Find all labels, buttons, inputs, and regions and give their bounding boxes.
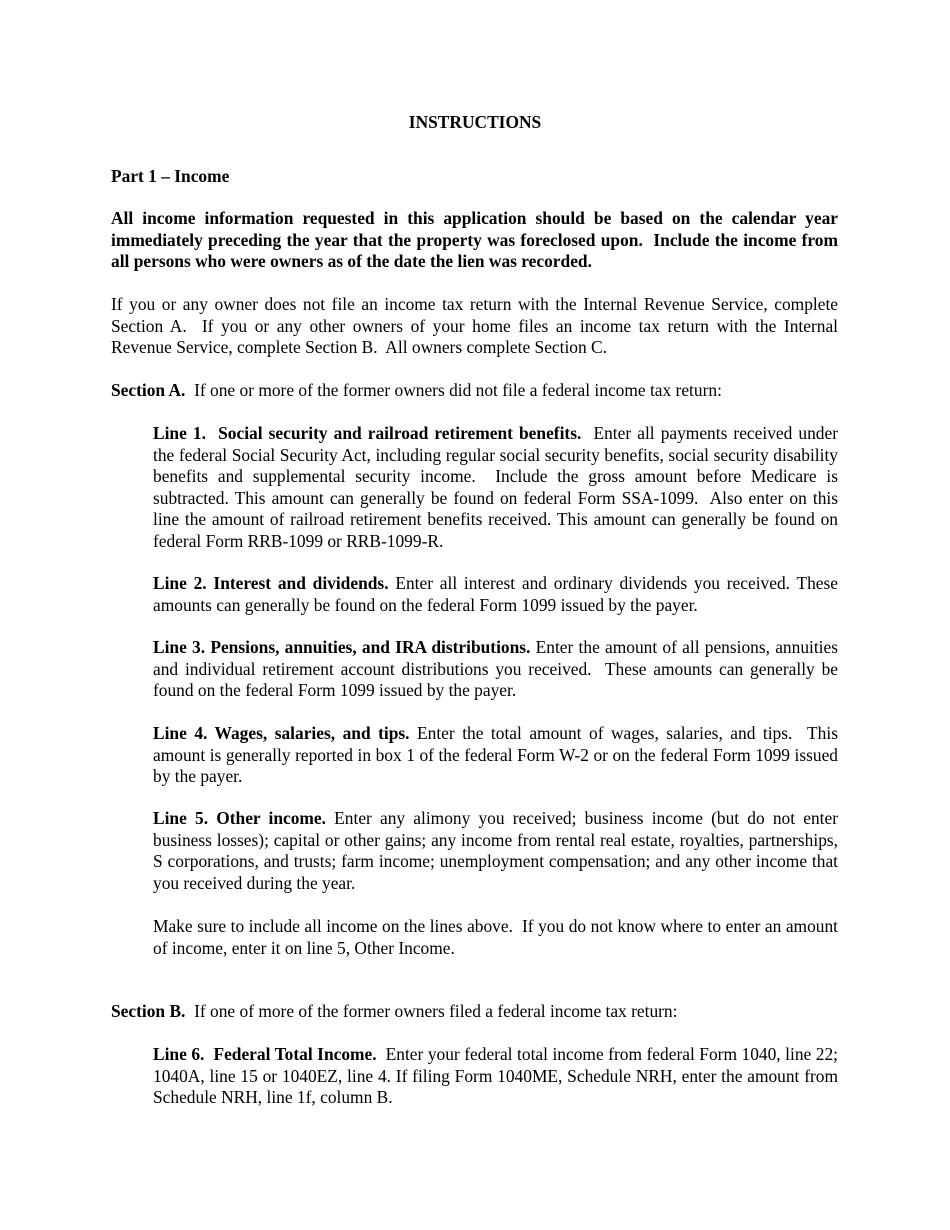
line-3-instruction (153, 637, 838, 702)
line-1-text: Enter all payments received under the federal Social Security Act, including regular social security benefits, social security disability benefits and supplemental security income. Include the gross amount before Medicare is subtracted. This amount can generally be found on federal Form SSA-1099. Also enter on this line the amount of railroad retirement benefits received. This amount can generally be found on federal Form RRB-1099 or RRB-1099-R. (153, 423, 838, 551)
part1-heading: Part 1 – Income (111, 166, 230, 186)
section-b-label: Section B. (111, 1001, 186, 1021)
line-6-label: Line 6. Federal Total Income. (153, 1044, 377, 1064)
line-4-instruction (153, 723, 838, 788)
line-5-text: Enter any alimony you received; business income (but do not enter business losses); capital or other gains; any income from rental real estate, royalties, partnerships, S corporations, and trusts; farm income; unemployment compensation; and any other income that you received during the year. (153, 808, 838, 893)
line-3-label: Line 3. Pensions, annuities, and IRA distributions. (153, 637, 531, 657)
line-2-label: Line 2. Interest and dividends. (153, 573, 389, 593)
line-5-label: Line 5. Other income. (153, 808, 326, 828)
line-4-text: Enter the total amount of wages, salaries, and tips. This amount is generally reported in box 1 of the federal Form W-2 or on the federal Form 1099 issued by the payer. (153, 723, 838, 786)
section-a-heading (111, 380, 838, 402)
line-5-instruction (153, 808, 838, 894)
section-b-text: If one of more of the former owners filed a federal income tax return: (194, 1001, 678, 1021)
line-1-instruction (153, 423, 838, 552)
section-a-note: Make sure to include all income on the lines above. If you do not know where to enter an amount of income, enter it on line 5, Other Income. (153, 916, 838, 958)
part1-intro-bold: All income information requested in this application should be based on the calendar year immediately preceding the year that the property was foreclosed upon. Include the income from all persons who were owners as of the date the lien was recorded. (111, 208, 838, 271)
section-b-heading (111, 1001, 838, 1023)
page-title: INSTRUCTIONS (408, 112, 542, 132)
line-6-text: Enter your federal total income from federal Form 1040, line 22; 1040A, line 15 or 1040EZ, line 4. If filing Form 1040ME, Schedule NRH, enter the amount from Schedule NRH, line 1f, column B. (153, 1044, 838, 1107)
line-2-instruction (153, 573, 838, 616)
line-4-label: Line 4. Wages, salaries, and tips. (153, 723, 410, 743)
line-3-text: Enter the amount of all pensions, annuities and individual retirement account distributions you received. These amounts can generally be found on the federal Form 1099 issued by the payer. (153, 637, 839, 700)
line-1-label: Line 1. Social security and railroad retirement benefits. (153, 423, 582, 443)
line-2-text: Enter all interest and ordinary dividends you received. These amounts can generally be found on the federal Form 1099 issued by the payer. (153, 573, 838, 615)
part1-intro: If you or any owner does not file an income tax return with the Internal Revenue Service, complete Section A. If you or any other owners of your home files an income tax return with the Internal Revenue Service, complete Section B. All owners complete Section C. (111, 294, 838, 357)
section-a-text: If one or more of the former owners did not file a federal income tax return: (194, 380, 722, 400)
section-a-label: Section A. (111, 380, 186, 400)
line-6-instruction (153, 1044, 838, 1109)
